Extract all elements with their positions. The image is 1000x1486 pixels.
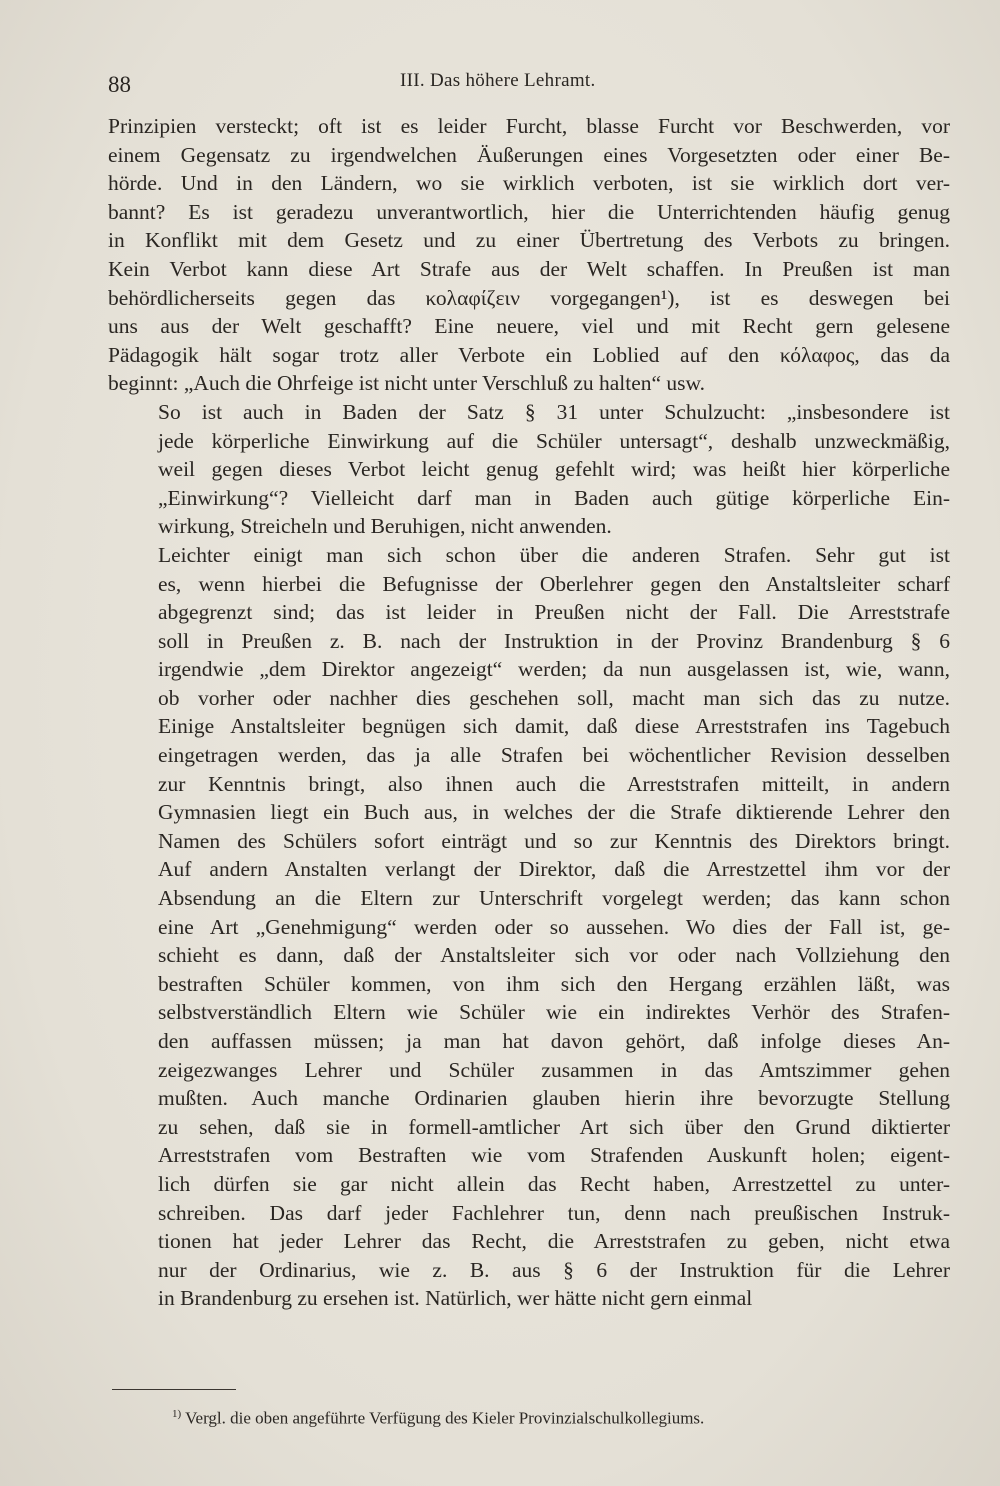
text-line: in Konflikt mit dem Gesetz und zu einer Übertretung des Verbots zu bringen. — [108, 228, 950, 253]
text-line: es, wenn hierbei die Befugnisse der Oberlehrer gegen den Anstaltsleiter scharf — [158, 571, 950, 596]
text-line: ob vorher oder nachher dies geschehen soll, macht man sich das zu nutze. — [158, 685, 950, 710]
text-line: bestraften Schüler kommen, von ihm sich den Hergang erzählen läßt, was — [158, 971, 950, 996]
paragraph — [108, 112, 950, 398]
text-line: Absendung an die Eltern zur Unterschrift vorgelegt werden; das kann schon — [158, 886, 950, 911]
text-line: Gymnasien liegt ein Buch aus, in welches der die Strafe diktierende Lehrer den — [158, 800, 950, 825]
footnote-marker: 1) — [172, 1408, 182, 1420]
text-line: Namen des Schülers sofort einträgt und so zur Kenntnis des Direktors bringt. — [158, 828, 950, 853]
text-line: beginnt: „Auch die Ohrfeige ist nicht unter Verschluß zu halten“ usw. — [108, 371, 706, 396]
text-line: zu sehen, daß sie in formell-amtlicher Art sich über den Grund diktierter — [158, 1114, 950, 1139]
text-line: einem Gegensatz zu irgendwelchen Äußerungen eines Vorgesetzten oder einer Be- — [108, 142, 950, 167]
text-line: uns aus der Welt geschafft? Eine neuere, viel und mit Recht gern gelesene — [108, 314, 950, 339]
text-line: behördlicherseits gegen das κολαφίζειν vorgegangen¹), ist es deswegen bei — [108, 285, 950, 310]
text-line: wirkung, Streicheln und Beruhigen, nicht anwenden. — [158, 514, 612, 539]
paragraph — [108, 541, 950, 1313]
text-line: eingetragen werden, das ja alle Strafen bei wöchentlicher Revision desselben — [158, 743, 950, 768]
text-line: abgegrenzt sind; das ist leider in Preußen nicht der Fall. Die Arreststrafe — [158, 600, 950, 625]
text-line: zeigezwanges Lehrer und Schüler zusammen in das Amtszimmer gehen — [158, 1057, 950, 1082]
text-line: zur Kenntnis bringt, also ihnen auch die Arreststrafen mitteilt, in andern — [158, 771, 950, 796]
footnote-text: Vergl. die oben angeführte Verfügung des Kieler Provinzialschulkollegiums. — [185, 1408, 705, 1428]
text-line: nur der Ordinarius, wie z. B. aus § 6 der Instruktion für die Lehrer — [158, 1257, 950, 1282]
text-line: Pädagogik hält sogar trotz aller Verbote ein Loblied auf den κόλαφος, das da — [108, 342, 950, 367]
text-line: Auf andern Anstalten verlangt der Direktor, daß die Arrestzettel ihm vor der — [158, 857, 950, 882]
text-line: So ist auch in Baden der Satz § 31 unter Schulzucht: „insbesondere ist — [158, 399, 950, 424]
footnote — [172, 1403, 932, 1430]
text-line: lich dürfen sie gar nicht allein das Recht haben, Arrestzettel zu unter- — [158, 1171, 950, 1196]
text-line: in Brandenburg zu ersehen ist. Natürlich, wer hätte nicht gern einmal — [158, 1286, 753, 1311]
text-line: Arreststrafen vom Bestraften wie vom Strafenden Auskunft holen; eigent- — [158, 1143, 950, 1168]
text-line: mußten. Auch manche Ordinarien glauben hierin ihre bevorzugte Stellung — [158, 1086, 950, 1111]
paragraph — [108, 398, 950, 541]
text-line: Leichter einigt man sich schon über die anderen Strafen. Sehr gut ist — [158, 542, 950, 567]
footnote-divider — [112, 1389, 236, 1390]
page-header — [108, 70, 954, 100]
text-line: hörde. Und in den Ländern, wo sie wirklich verboten, ist sie wirklich dort ver- — [108, 171, 950, 196]
text-line: jede körperliche Einwirkung auf die Schüler untersagt“, deshalb unzweckmäßig, — [158, 428, 950, 453]
text-line: tionen hat jeder Lehrer das Recht, die Arreststrafen zu geben, nicht etwa — [158, 1229, 950, 1254]
text-line: Einige Anstaltsleiter begnügen sich damit, daß diese Arreststrafen ins Tagebuch — [158, 714, 950, 739]
text-line: irgendwie „dem Direktor angezeigt“ werden; da nun ausgelassen ist, wie, wann, — [158, 657, 950, 682]
text-line: Prinzipien versteckt; oft ist es leider Furcht, blasse Furcht vor Beschwerden, vor — [108, 114, 950, 138]
text-line: weil gegen dieses Verbot leicht genug gefehlt wird; was heißt hier körperliche — [158, 457, 950, 482]
text-line: schieht es dann, daß der Anstaltsleiter sich vor oder nach Vollziehung den — [158, 943, 950, 968]
page-number: 88 — [108, 72, 131, 97]
body-text — [108, 112, 950, 1313]
text-line: eine Art „Genehmigung“ werden oder so aussehen. Wo dies der Fall ist, ge- — [158, 914, 950, 939]
text-line: soll in Preußen z. B. nach der Instruktion in der Provinz Brandenburg § 6 — [158, 628, 950, 653]
text-line: „Einwirkung“? Vielleicht darf man in Baden auch gütige körperliche Ein- — [158, 485, 950, 510]
text-line: selbstverständlich Eltern wie Schüler wie ein indirektes Verhör des Strafen- — [158, 1000, 950, 1025]
text-line: bannt? Es ist geradezu unverantwortlich, hier die Unterrichtenden häufig genug — [108, 199, 950, 224]
text-line: Kein Verbot kann diese Art Strafe aus der Welt schaffen. In Preußen ist man — [108, 256, 950, 281]
running-title: III. Das höhere Lehramt. — [400, 70, 596, 91]
text-line: schreiben. Das darf jeder Fachlehrer tun, denn nach preußischen Instruk- — [158, 1200, 950, 1225]
text-line: den auffassen müssen; ja man hat davon gehört, daß infolge dieses An- — [158, 1029, 950, 1053]
